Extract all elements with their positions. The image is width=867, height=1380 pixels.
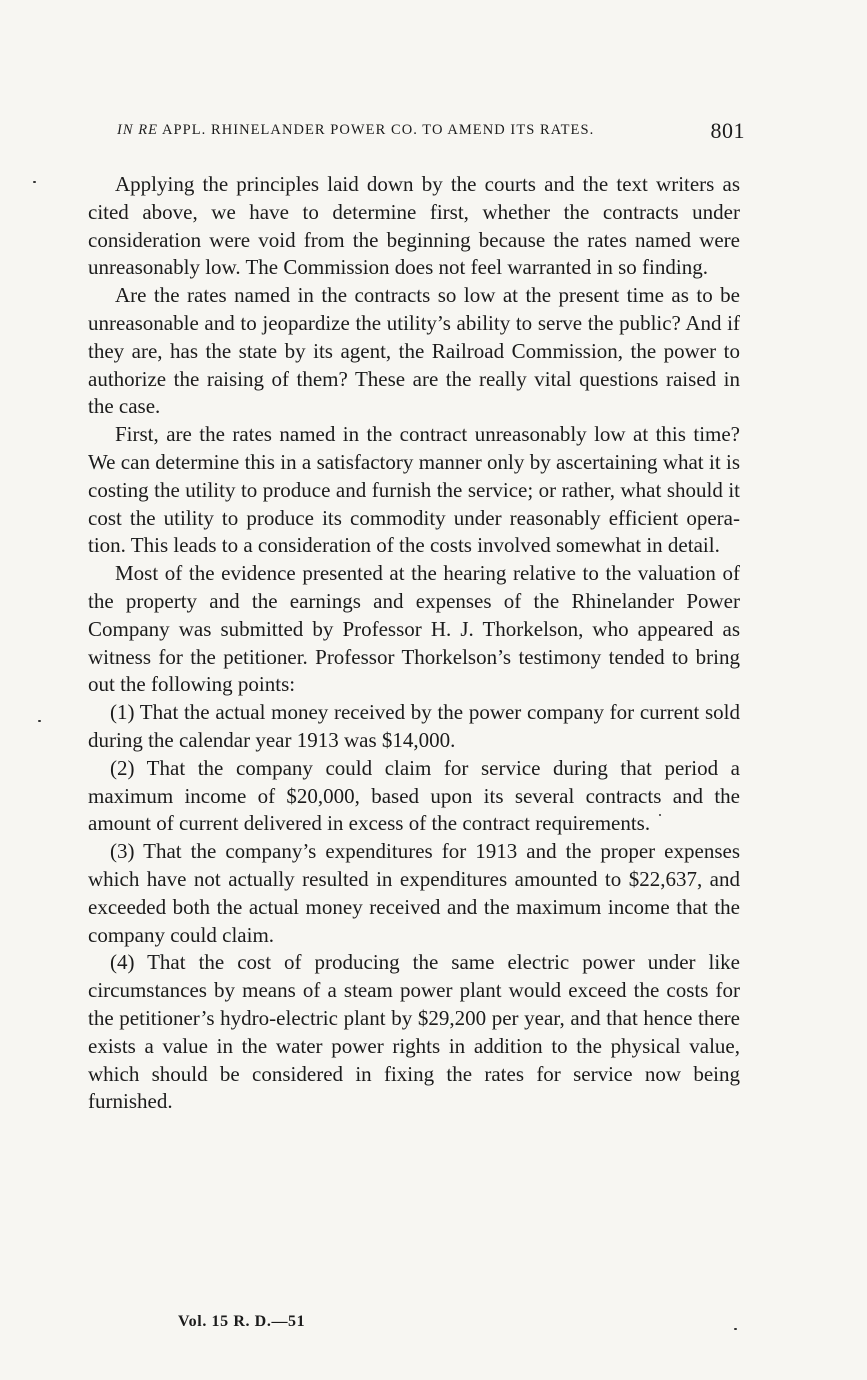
paragraph: Applying the principles laid down by the courts and the text writers as cited above, we have to determine first, whether the contracts under consideration were void from the beginning because the rates named were unreasonably low. The Commission does not feel warranted in so finding. bbox=[88, 172, 740, 280]
scan-speck bbox=[38, 720, 41, 722]
running-head-italic: IN RE bbox=[117, 122, 159, 138]
signature-mark: Vol. 15 R. D.—51 bbox=[178, 1313, 306, 1330]
scan-speck bbox=[33, 181, 36, 183]
scan-speck bbox=[734, 1328, 737, 1330]
numbered-point: (2) That the company could claim for service during that period a maximum income of $20,000, based upon its several contracts and the amount of current delivered in excess of the contract requirements. bbox=[88, 755, 740, 836]
paragraph: Most of the evidence presented at the hearing relative to the valuation of the property and the earnings and expenses of the Rhinelander Power Company was submitted by Professor H. J. Thorkelson, who appeared as witness for the petitioner. Professor Thorkelson’s testimony tended to bring out the following points: bbox=[88, 561, 740, 697]
running-head bbox=[117, 118, 745, 154]
paragraph: Are the rates named in the contracts so low at the present time as to be unreasonable and to jeopardize the utility’s ability to serve the public? And if they are, has the state by its agent, the Railroad Commission, the power to authorize the raising of them? These are the really vital questions raised in the case. bbox=[88, 283, 740, 419]
running-head-rest: APPL. RHINELANDER POWER CO. TO AMEND ITS RATES. bbox=[158, 122, 595, 138]
numbered-point: (3) That the company’s expenditures for 1913 and the proper expenses which have not actually resulted in expenditures amounted to $22,637, and exceeded both the actual money received and the maximum income that the company could claim. bbox=[88, 839, 740, 947]
numbered-point: (1) That the actual money received by the power company for current sold during the calendar year 1913 was $14,000. bbox=[88, 700, 740, 752]
numbered-point: (4) That the cost of producing the same electric power under like circumstances by means of a steam power plant would exceed the costs for the petitioner’s hydro-electric plant by $29,200 per year, and that hence there exists a value in the water power rights in addition to the physical value, which should be considered in fixing the rates for service now being furnished. bbox=[88, 950, 740, 1114]
page-number: 801 bbox=[710, 118, 745, 143]
body-text bbox=[88, 171, 740, 1116]
running-head-title bbox=[117, 122, 594, 139]
scan-speck bbox=[659, 814, 661, 816]
paragraph: First, are the rates named in the contract unreasonably low at this time? We can determine this in a satisfactory manner only by ascertaining what it is costing the utility to produce and furnish the service; or rather, what should it cost the utility to produce its commodity under reasonably efficient operation. This leads to a consideration of the costs involved somewhat in detail. bbox=[88, 422, 740, 558]
